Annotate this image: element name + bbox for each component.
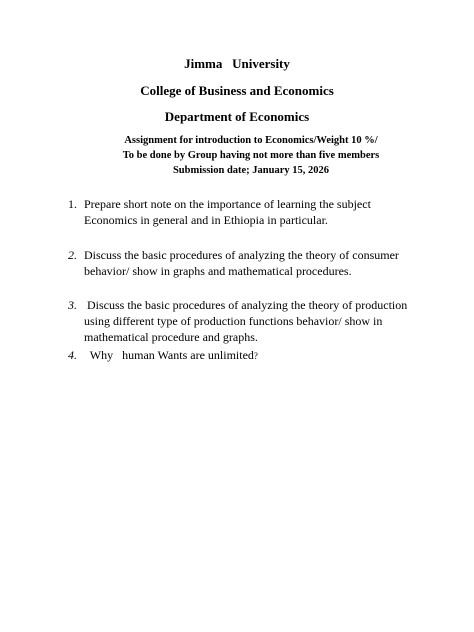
question-text: Prepare short note on the importance of learning the subject Economics in general and in Ethiopia in particular. xyxy=(84,197,371,227)
question-number: 2. xyxy=(68,248,77,262)
question-number: 3. xyxy=(68,298,77,312)
question-number: 4. xyxy=(68,348,77,362)
university-title: Jimma University xyxy=(184,56,290,71)
college-title: College of Business and Economics xyxy=(140,83,334,98)
question-text: Discuss the basic procedures of analyzing the theory of consumer behavior/ show in graphs and mathematical procedures. xyxy=(84,248,399,278)
question-text: Why human Wants are unlimited xyxy=(84,348,254,362)
department-title: Department of Economics xyxy=(164,109,310,124)
submission-date: Submission date; January 15, 2026 xyxy=(172,165,330,176)
question-mark: ? xyxy=(253,351,258,361)
question-text: Discuss the basic procedures of analyzing the theory of production using different type of production functions behavior/ show in mathematical procedure and graphs. xyxy=(84,298,408,344)
assignment-title: Assignment for introduction to Economics/Weight 10 %/ xyxy=(124,135,378,146)
question-text-wrapper xyxy=(84,347,444,364)
question-number: 1. xyxy=(68,197,77,211)
group-requirement: To be done by Group having not more than five members xyxy=(122,150,380,161)
